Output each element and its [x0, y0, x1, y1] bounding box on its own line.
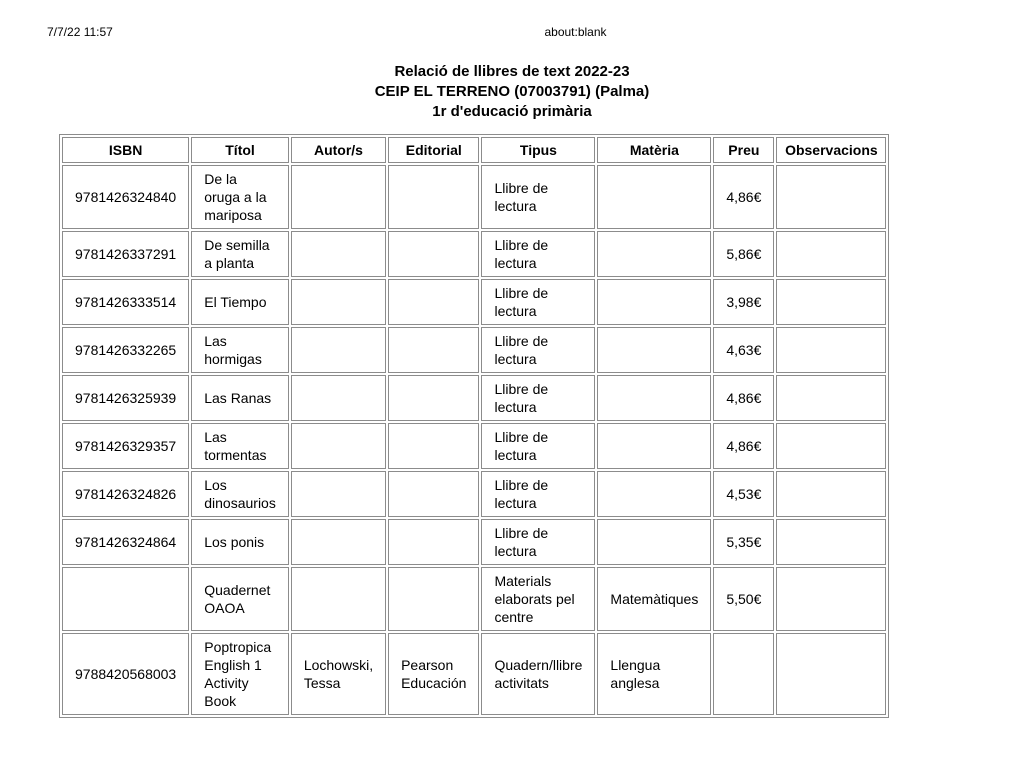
cell-editorial — [388, 165, 479, 229]
print-date: 7/7/22 11:57 — [47, 25, 113, 39]
cell-titol: El Tiempo — [191, 279, 289, 325]
cell-editorial — [388, 423, 479, 469]
cell-autors — [291, 423, 386, 469]
cell-observacions — [776, 471, 886, 517]
cell-observacions — [776, 327, 886, 373]
cell-isbn: 9781426333514 — [62, 279, 189, 325]
cell-observacions — [776, 165, 886, 229]
cell-editorial — [388, 471, 479, 517]
cell-titol: Poptropica English 1 Activity Book — [191, 633, 289, 715]
cell-editorial: Pearson Educación — [388, 633, 479, 715]
cell-tipus: Llibre de lectura — [481, 375, 595, 421]
cell-autors — [291, 375, 386, 421]
header-materia: Matèria — [597, 137, 711, 163]
cell-isbn: 9781426329357 — [62, 423, 189, 469]
cell-preu: 5,50€ — [713, 567, 774, 631]
header-titol: Títol — [191, 137, 289, 163]
cell-materia — [597, 519, 711, 565]
cell-preu: 4,86€ — [713, 375, 774, 421]
table-row — [62, 423, 886, 469]
cell-observacions — [776, 633, 886, 715]
document-title: Relació de llibres de text 2022-23 — [394, 63, 630, 80]
cell-isbn: 9781426332265 — [62, 327, 189, 373]
cell-observacions — [776, 519, 886, 565]
cell-isbn: 9781426324826 — [62, 471, 189, 517]
table-row — [62, 633, 886, 715]
cell-autors — [291, 519, 386, 565]
document-title-block — [0, 62, 1024, 122]
table-row — [62, 327, 886, 373]
cell-titol: Las Ranas — [191, 375, 289, 421]
cell-preu: 4,86€ — [713, 423, 774, 469]
cell-tipus: Llibre de lectura — [481, 423, 595, 469]
cell-titol: De la oruga a la mariposa — [191, 165, 289, 229]
books-table-wrapper — [59, 134, 889, 718]
cell-observacions — [776, 231, 886, 277]
cell-editorial — [388, 519, 479, 565]
cell-materia — [597, 423, 711, 469]
header-autors: Autor/s — [291, 137, 386, 163]
cell-materia — [597, 165, 711, 229]
cell-titol: Los dinosaurios — [191, 471, 289, 517]
cell-preu: 4,86€ — [713, 165, 774, 229]
cell-preu: 4,53€ — [713, 471, 774, 517]
table-row — [62, 165, 886, 229]
table-row — [62, 519, 886, 565]
cell-editorial — [388, 327, 479, 373]
cell-titol: Quadernet OAOA — [191, 567, 289, 631]
cell-isbn — [62, 567, 189, 631]
cell-preu: 5,86€ — [713, 231, 774, 277]
cell-titol: Los ponis — [191, 519, 289, 565]
header-preu: Preu — [713, 137, 774, 163]
table-header-row — [62, 137, 886, 163]
cell-tipus: Llibre de lectura — [481, 471, 595, 517]
cell-observacions — [776, 279, 886, 325]
cell-editorial — [388, 279, 479, 325]
table-row — [62, 231, 886, 277]
cell-titol: De semilla a planta — [191, 231, 289, 277]
cell-editorial — [388, 567, 479, 631]
cell-autors — [291, 327, 386, 373]
cell-autors — [291, 231, 386, 277]
cell-isbn: 9781426324864 — [62, 519, 189, 565]
table-row — [62, 375, 886, 421]
cell-preu: 5,35€ — [713, 519, 774, 565]
cell-autors: Lochowski, Tessa — [291, 633, 386, 715]
cell-autors — [291, 279, 386, 325]
cell-titol: Las tormentas — [191, 423, 289, 469]
header-observacions: Observacions — [776, 137, 886, 163]
header-isbn: ISBN — [62, 137, 189, 163]
cell-autors — [291, 567, 386, 631]
cell-observacions — [776, 375, 886, 421]
header-editorial: Editorial — [388, 137, 479, 163]
cell-autors — [291, 165, 386, 229]
cell-tipus: Materials elaborats pel centre — [481, 567, 595, 631]
print-header — [0, 25, 1024, 41]
table-row — [62, 567, 886, 631]
cell-materia — [597, 279, 711, 325]
cell-materia — [597, 375, 711, 421]
cell-autors — [291, 471, 386, 517]
cell-preu: 4,63€ — [713, 327, 774, 373]
cell-titol: Las hormigas — [191, 327, 289, 373]
header-tipus: Tipus — [481, 137, 595, 163]
cell-observacions — [776, 423, 886, 469]
cell-tipus: Llibre de lectura — [481, 279, 595, 325]
books-table — [59, 134, 889, 718]
cell-preu: 3,98€ — [713, 279, 774, 325]
course-level: 1r d'educació primària — [432, 103, 592, 120]
cell-editorial — [388, 375, 479, 421]
cell-materia — [597, 471, 711, 517]
cell-materia: Llengua anglesa — [597, 633, 711, 715]
cell-isbn: 9788420568003 — [62, 633, 189, 715]
cell-materia — [597, 327, 711, 373]
cell-tipus: Quadern/llibre activitats — [481, 633, 595, 715]
cell-tipus: Llibre de lectura — [481, 519, 595, 565]
cell-isbn: 9781426324840 — [62, 165, 189, 229]
table-row — [62, 279, 886, 325]
cell-materia: Matemàtiques — [597, 567, 711, 631]
cell-materia — [597, 231, 711, 277]
table-row — [62, 471, 886, 517]
cell-isbn: 9781426325939 — [62, 375, 189, 421]
cell-isbn: 9781426337291 — [62, 231, 189, 277]
cell-editorial — [388, 231, 479, 277]
cell-observacions — [776, 567, 886, 631]
cell-tipus: Llibre de lectura — [481, 327, 595, 373]
school-name: CEIP EL TERRENO (07003791) (Palma) — [374, 83, 650, 100]
cell-preu — [713, 633, 774, 715]
cell-tipus: Llibre de lectura — [481, 231, 595, 277]
print-url: about:blank — [544, 25, 607, 39]
cell-tipus: Llibre de lectura — [481, 165, 595, 229]
